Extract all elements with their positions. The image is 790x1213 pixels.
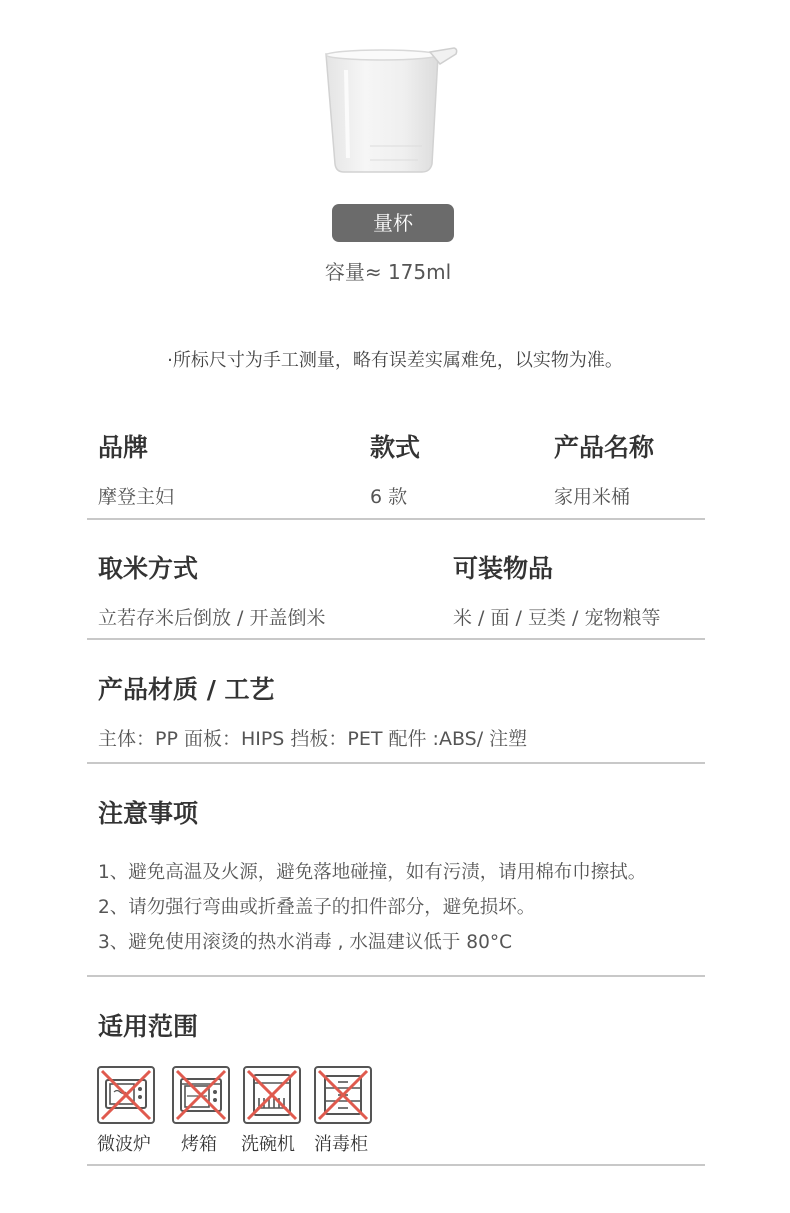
microwave-icon (97, 1066, 155, 1124)
divider (87, 1164, 705, 1166)
product-name-value: 家用米桶 (554, 486, 631, 508)
sterilizer-icon (314, 1066, 372, 1124)
rice-method-label: 取米方式 (98, 554, 199, 583)
sterilizer-label: 消毒柜 (314, 1134, 368, 1155)
list-item: 2、请勿强行弯曲或折叠盖子的扣件部分，避免损坏。 (98, 897, 536, 918)
scope-title: 适用范围 (98, 1012, 199, 1041)
divider (87, 518, 705, 520)
material-value: 主体：PP 面板：HIPS 挡板：PET 配件 :ABS/ 注塑 (98, 728, 528, 750)
brand-value: 摩登主妇 (98, 486, 175, 508)
divider (87, 975, 705, 977)
brand-label: 品牌 (98, 433, 149, 462)
divider (87, 638, 705, 640)
rice-method-value: 立若存米后倒放 / 开盖倒米 (98, 607, 326, 629)
oven-icon (172, 1066, 230, 1124)
divider (87, 762, 705, 764)
notes-list (98, 855, 646, 960)
capacity-text: 容量≈ 175ml (324, 260, 452, 284)
measurement-note: ·所标尺寸为手工测量，略有误差实属难免，以实物为准。 (167, 350, 623, 371)
list-item: 3、避免使用滚烫的热水消毒 , 水温建议低于 80°C (98, 932, 513, 953)
oven-label: 烤箱 (181, 1134, 217, 1155)
storable-items-label: 可装物品 (453, 554, 554, 583)
measuring-cup-image (318, 42, 468, 182)
list-item: 1、避免高温及火源，避免落地碰撞，如有污渍，请用棉布巾擦拭。 (98, 862, 647, 883)
microwave-label: 微波炉 (97, 1134, 151, 1155)
product-name-label: 产品名称 (554, 433, 655, 462)
notes-title: 注意事项 (98, 799, 199, 828)
style-label: 款式 (370, 433, 421, 462)
dishwasher-icon (243, 1066, 301, 1124)
dishwasher-label: 洗碗机 (241, 1134, 295, 1155)
style-value: 6 款 (370, 486, 408, 508)
cup-name-badge: 量杯 (332, 204, 454, 242)
material-label: 产品材质 / 工艺 (98, 675, 275, 704)
storable-items-value: 米 / 面 / 豆类 / 宠物粮等 (453, 607, 661, 629)
